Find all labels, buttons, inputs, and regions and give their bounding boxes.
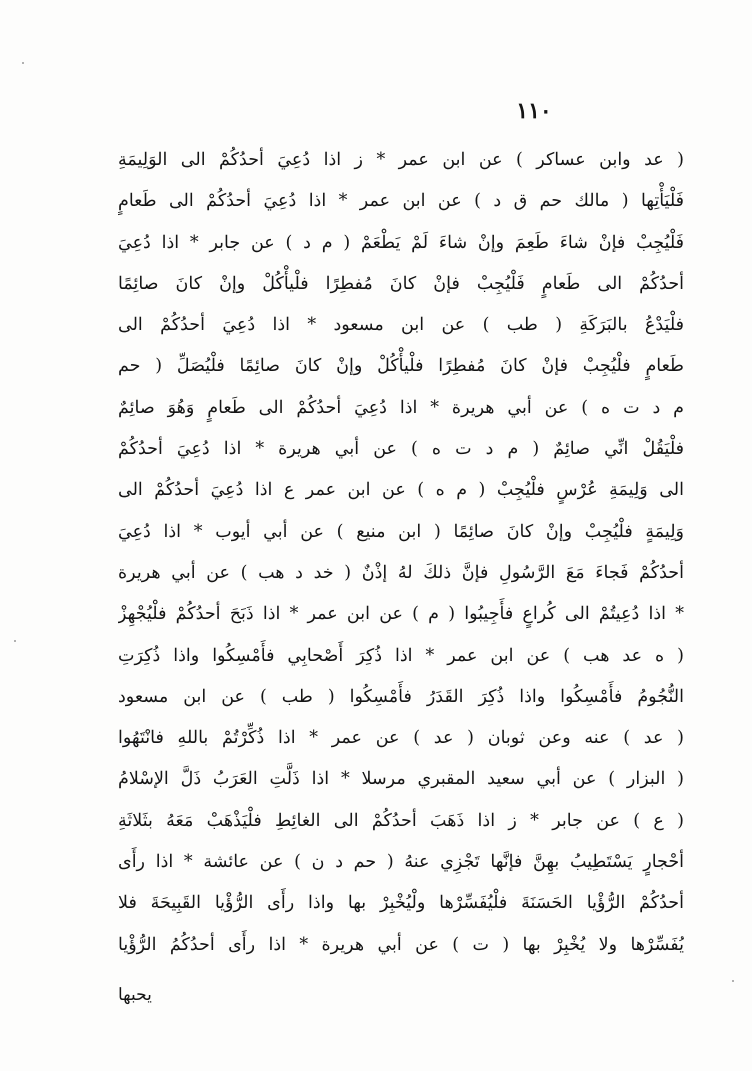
scan-speck [732,980,734,982]
text-line: النُّجُومُ فأَمْسِكُوا واذا ذُكِرَ القَدَرُ فأَمْسِكُوا ( طب ) عن ابن مسعود [118,686,684,707]
text-line: الى وَلِيمَةِ عُرْسٍ فلْيُجِبْ ( م ه ) عن ابن عمر ع اذا دُعِيَ أحدُكُمْ الى [118,480,684,501]
text-line: أحدُكُمْ الرُّؤْيا الحَسَنَةَ فلْيُفَسِّرْها ولْيُخْبِرْ بها واذا رأَى الرُّؤْيا القَبِيحَةَ فلا [118,893,684,914]
text-line: ( عد ) عنه وعن ثوبان ( عد ) عن عمر * اذا ذُكِّرْتُمْ باللهِ فانْتَهُوا [118,728,684,749]
text-line: أحدُكُمْ الى طَعامٍ فَلْيُجِبْ فإنْ كانَ مُفطِرًا فلْيأْكُلْ وإنْ كانَ صائِمًا [118,273,684,294]
text-line: فلْيَقُلْ انِّي صائِمٌ ( م د ت ه ) عن أبي هريرة * اذا دُعِيَ أحدُكُمْ [118,439,684,460]
text-line: وَلِيمَةٍ فلْيُجِبْ وإنْ كانَ صائِمًا ( ابن منيع ) عن أبي أيوب * اذا دُعِيَ [118,521,684,542]
text-line: فلْيَدْعُ بالبَرَكَةِ ( طب ) عن ابن مسعود * اذا دُعِيَ أحدُكُمْ الى [118,315,684,336]
text-line: ( عد وابن عساكر ) عن ابن عمر * ز اذا دُعِيَ أحدُكُمْ الى الوَلِيمَةِ [118,150,684,170]
text-line: أحْجارٍ يَسْتَطِيبُ بهِنَّ فإنَّها تَجْزِي عنهُ ( حم د ن ) عن عائشة * اذا رأَى [118,852,684,873]
page-number: ١١٠ [516,98,552,124]
text-line: طَعامٍ فلْيُجِبْ فإنْ كانَ مُفطِرًا فلْيأْكُلْ وإنْ كانَ صائِمًا فلْيُصَلِّ ( حم [118,356,684,377]
text-line: فَلْيُجِبْ فإنْ شاءَ طَعِمَ وإنْ شاءَ لَمْ يَطْعَمْ ( م د ) عن جابر * اذا دُعِيَ [118,232,684,253]
scan-speck [14,640,16,642]
hadith-text-block [118,140,684,966]
text-line: أحدُكُمْ فَجاءَ مَعَ الرَّسُولِ فإنَّ ذلكَ لهُ إذْنٌ ( خد د هب ) عن أبي هريرة [118,562,684,583]
text-line: ( ع ) عن جابر * ز اذا ذَهَبَ أحدُكُمْ الى الغائِطِ فلْيَذْهَبْ مَعَهُ بثَلاثَةِ [118,810,684,831]
text-line: ( ه عد هب ) عن ابن عمر * اذا ذُكِرَ أَصْحابِي فأَمْسِكُوا واذا ذُكِرَتِ [118,645,684,666]
text-line: ( البزار ) عن أبي سعيد المقبري مرسلا * اذا ذَلَّتِ العَرَبُ ذَلَّ الإسْلامُ [118,769,684,790]
text-line: فَلْيَأْتِها ( مالك حم ق د ) عن ابن عمر * اذا دُعِيَ أحدُكُمْ الى طَعامٍ [118,191,684,212]
text-line: م د ت ه ) عن أبي هريرة * اذا دُعِيَ أحدُكُمْ الى طَعامٍ وَهُوَ صائِمٌ [118,397,684,418]
text-line: * اذا دُعِيتُمْ الى كُراعٍ فأَجِيبُوا ( م ) عن ابن عمر * اذا ذَبَحَ أحدُكُمْ فلْيُجْهِزْ [118,604,684,625]
scan-speck [22,62,24,64]
catchword: يحبها [118,985,152,1005]
text-line: يُفَسِّرْها ولا يُخْبِرْ بها ( ت ) عن أبي هريرة * اذا رأَى أحدُكُمُ الرُّؤْيا [118,934,684,955]
